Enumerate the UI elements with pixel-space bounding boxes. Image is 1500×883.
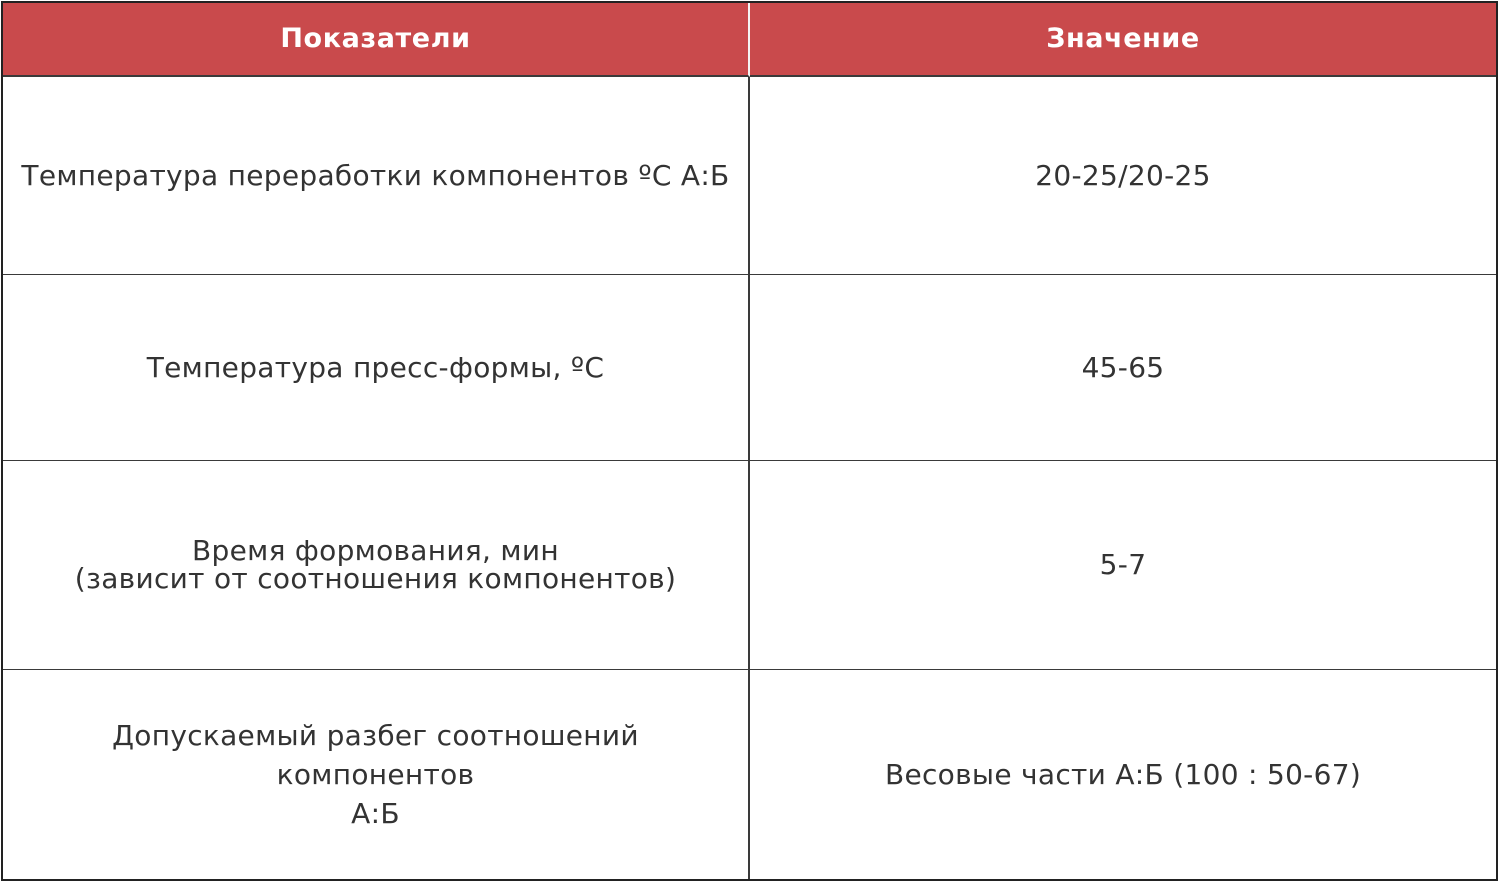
row-3-indicator <box>3 461 750 670</box>
row-2-indicator: Температура пресс-формы, ºС <box>3 275 750 461</box>
row-3-indicator-line2: (зависит от соотношения компонентов) <box>74 562 677 595</box>
row-4-indicator-line1: Допускаемый разбег соотношений компонентов <box>112 718 639 791</box>
row-4-indicator-text <box>13 716 738 834</box>
parameters-table <box>1 1 1498 881</box>
header-value: Значение <box>750 3 1496 77</box>
row-1-indicator: Температура переработки компонентов ºС А:Б <box>3 77 750 275</box>
header-indicator: Показатели <box>3 3 750 77</box>
row-3-value: 5-7 <box>750 461 1496 670</box>
row-1-value: 20-25/20-25 <box>750 77 1496 275</box>
row-4-value: Весовые части А:Б (100 : 50-67) <box>884 757 1362 791</box>
row-2-value: 45-65 <box>750 275 1496 461</box>
row-3-indicator-line1: Время формования, мин <box>192 534 559 567</box>
row-4-indicator-line2: А:Б <box>351 797 400 831</box>
row-3-indicator-text <box>74 534 677 595</box>
row-4-indicator <box>3 670 750 879</box>
